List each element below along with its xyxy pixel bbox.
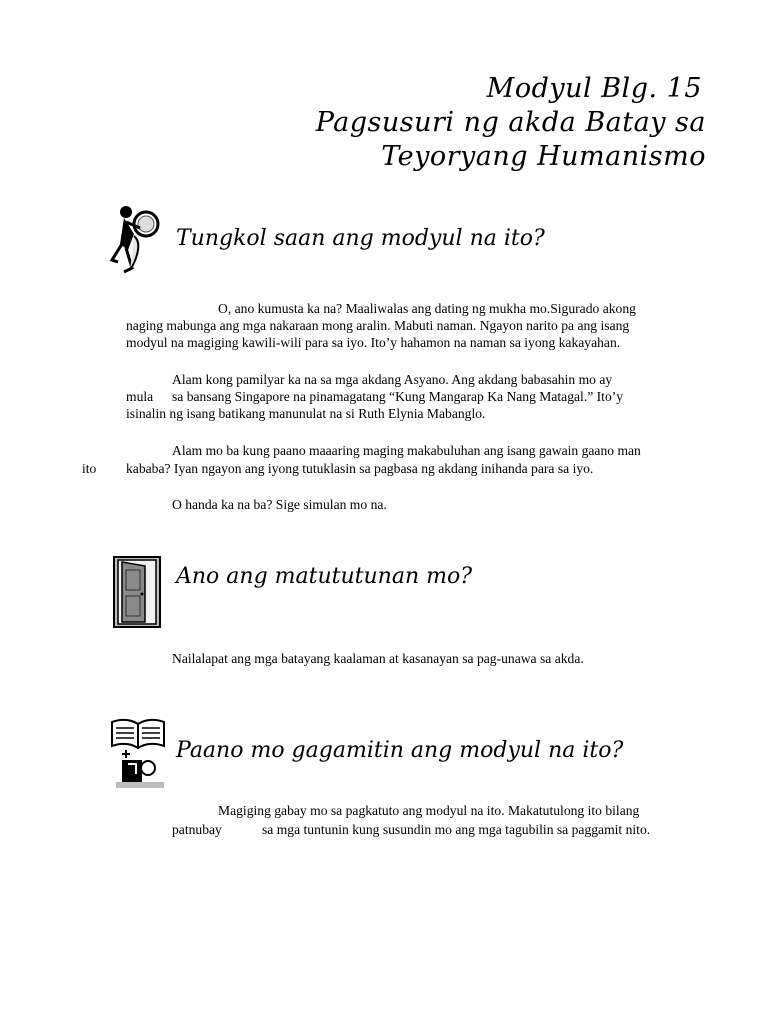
paragraph-line: sa bansang Singapore na pinamagatang “Kung Mangarap Ka Nang Matagal.” Ito’y (172, 389, 624, 404)
magnifier-figure-icon (104, 204, 168, 276)
module-title-line: Pagsusuri ng akda Batay sa (315, 107, 706, 138)
paragraph-line: O handa ka na ba? Sige simulan mo na. (172, 497, 387, 512)
paragraph-line: naging mabunga ang mga nakaraan mong aralin. Mabuti naman. Ngayon narito pa ang isang (126, 318, 630, 333)
paragraph-line: Alam kong pamilyar ka na sa mga akdang Asyano. Ang akdang babasahin mo ay (172, 372, 613, 387)
paragraph-line: ito (82, 461, 97, 476)
door-icon (113, 556, 161, 628)
module-number: Modyul Blg. 15 (486, 73, 702, 104)
paragraph-line: patnubay (172, 822, 222, 837)
paragraph-line: Nailalapat ang mga batayang kaalaman at kasanayan sa pag-unawa sa akda. (172, 651, 584, 666)
paragraph-line: Magiging gabay mo sa pagkatuto ang modyul na ito. Makatutulong ito bilang (218, 803, 640, 818)
paragraph-line: sa mga tuntunin kung susundin mo ang mga tagubilin sa paggamit nito. (262, 822, 651, 837)
module-title-line: Teyoryang Humanismo (381, 141, 706, 172)
paragraph-line: isinalin ng isang batikang manunulat na si Ruth Elynia Mabanglo. (126, 406, 486, 421)
section-heading-matututunan: Ano ang matututunan mo? (176, 564, 473, 589)
paragraph-line: kababa? Iyan ngayon ang iyong tutuklasin sa pagbasa ng akdang inihanda para sa iyo. (126, 461, 594, 476)
section-heading-tungkol: Tungkol saan ang modyul na ito? (176, 226, 545, 251)
paragraph-line: O, ano kumusta ka na? Maaliwalas ang dating ng mukha mo.Sigurado akong (218, 301, 636, 316)
paragraph-line: mula (126, 389, 154, 404)
paragraph-line: Alam mo ba kung paano maaaring maging makabuluhan ang isang gawain gaano man (172, 443, 641, 458)
section-heading-paano: Paano mo gagamitin ang modyul na ito? (176, 738, 624, 763)
paragraph-line: modyul na magiging kawili-wili para sa iyo. Ito’y hahamon na naman sa iyong kakayahan. (126, 335, 621, 350)
book-reader-icon (108, 716, 168, 790)
